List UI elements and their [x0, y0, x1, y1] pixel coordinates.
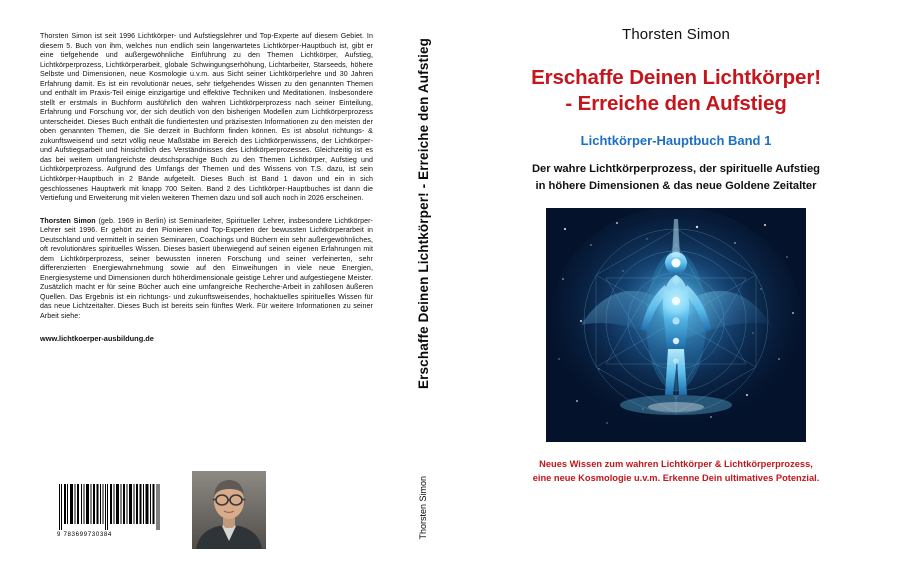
front-footer-text [470, 458, 882, 486]
isbn-barcode [54, 482, 166, 550]
book-spine [400, 20, 446, 566]
front-author-name: Thorsten Simon [622, 26, 730, 43]
barcode-bars-icon [57, 484, 163, 530]
front-subtitle: Lichtkörper-Hauptbuch Band 1 [580, 133, 772, 149]
front-footer-line2: eine neue Kosmologie u.v.m. Erkenne Dein ultimatives Potenzial. [532, 472, 820, 483]
spine-author: Thorsten Simon [418, 476, 428, 540]
front-title [470, 65, 882, 117]
isbn-first-digit: 9 [57, 532, 61, 538]
website-url[interactable]: www.lichtkoerper-ausbildung.de [40, 334, 154, 344]
back-cover-bottom-row [40, 466, 373, 552]
author-bio-text: (geb. 1969 in Berlin) ist Seminarleiter, Spiritueller Lehrer, insbesondere Lichtkörper-Lehrer seit 1996. Er gehört zu den Pionieren und Top-Experten der bewussten Lichtkörperarbeit in Deutschland und vermittelt in seinen Seminaren, Coachings und Büchern ein sehr außergewöhnliches, oft revolutionäres spirituelles Wissen. Dieses basiert überwiegend auf seinen eigenen Erfahrungen mit dem Lichtkörperprozess, seiner bewussten inneren Forschung und seiner verfeinerten, sehr differenzierten Energiewahrnehmung sowie auf den Einweihungen in viele neue Energien, Energiesysteme und Dimensionen durch höherdimensionale geistige Lehrer und aufgestiegene Meister. Zusätzlich macht er für seine Bücher auch eine umfangreiche Recherche-Arbeit in zahllosen äußeren Quellen. Das Ergebnis ist ein richtungs- und zukunftsweisendes, hochaktuelles spirituelles Wissen für das neue Lichtzeitalter. Dieses Buch ist bereits sein fünftes Werk. Für weitere Informationen zu seiner Arbeit siehe: [40, 216, 373, 320]
front-title-line2: - Erreiche den Aufstieg [565, 92, 787, 116]
front-tagline-line2: in höhere Dimensionen & das neue Goldene Zeitalter [535, 179, 817, 192]
author-bio-name: Thorsten Simon [40, 216, 96, 225]
lightbody-illustration [547, 209, 805, 441]
portrait-illustration [192, 471, 266, 549]
author-bio-paragraph [40, 217, 373, 322]
spine-title: Erschaffe Deinen Lichtkörper! - Erreiche den Aufstieg [415, 38, 431, 389]
front-footer-line1: Neues Wissen zum wahren Lichtkörper & Lichtkörperprozess, [539, 458, 813, 469]
isbn-digits: 783699730384 [63, 531, 112, 538]
front-cover-panel [470, 22, 882, 562]
front-tagline [470, 161, 882, 193]
front-tagline-line1: Der wahre Lichtkörperprozess, der spirituelle Aufstieg [531, 163, 821, 176]
front-title-line1: Erschaffe Deinen Lichtkörper! [531, 66, 821, 89]
isbn-number-row [57, 531, 163, 538]
author-portrait-photo [192, 471, 266, 549]
back-cover-panel [40, 32, 373, 552]
cover-artwork [546, 208, 806, 442]
back-cover-description-paragraph: Thorsten Simon ist seit 1996 Lichtkörper- und Aufstiegslehrer und Top-Experte auf diesem Gebiet. In diesem 5. Buch von ihm, welches nun endlich sein langerwartetes Lichtkörper-Hauptbuch ist, gibt er eine tiefgehende und außergewöhnliche Einführung zu den Themen Lichtkörper, Aufstieg, Lichtkörperprozess, Lichtkörperarbeit, globale Schwingungserhöhung, Lichtarbeiter, Starseeds, höhere Selbste und Dimensionen, neue Kosmologie u.v.m. aus Sicht seiner Lichtkörperlehre und 30 Jahren Erfahrung damit. Es ist ein revolutionär neues, sehr tiefgehendes Wissen zu den genannten Themen und enthält im Praxis-Teil einige einzigartige und effektive Techniken und Meditationen. Insbesondere stellt er erstmals in Buchform ausführlich den wahren Lichtkörperprozess nach seiner Einteilung, Erfahrung und Forschung vor, der sich deutlich von den bisherigen Modellen zum Lichtkörperprozess unterscheidet. Dieses Buch enthält die fundiertesten und präzisesten Informationen zu den meisten der oben genannten Themen, die Sie derzeit in Buchform finden können. Es ist absolut richtungs- & zukunftsweisend und setzt völlig neue Maßstäbe im Bereich des Lichtkörperwissens, der Lichtkörper- und Aufstiegsarbeit und hinsichtlich des Verständnisses des Lichtkörperprozesses. Gleichzeitig ist es das bei weitem umfangreichste deutschsprachige Buch zu den Themen Lichtkörper, Aufstieg und Lichtkörperprozess. Aufgrund des Umfangs der Themen und des Wissens von T.S. dazu, ist sein Lichtkörper-Hauptbuch in 2 Bände aufgeteilt. Dieses Buch ist Band 1 davon und ein in sich geschlossenes Hauptwerk mit knapp 700 Seiten. Band 2 des Lichtkörper-Hauptbuches ist dann die Vertiefung und Erweiterung mit vielen weiteren Themen dazu und soll auch noch in 2026 erscheinen. [40, 32, 373, 203]
